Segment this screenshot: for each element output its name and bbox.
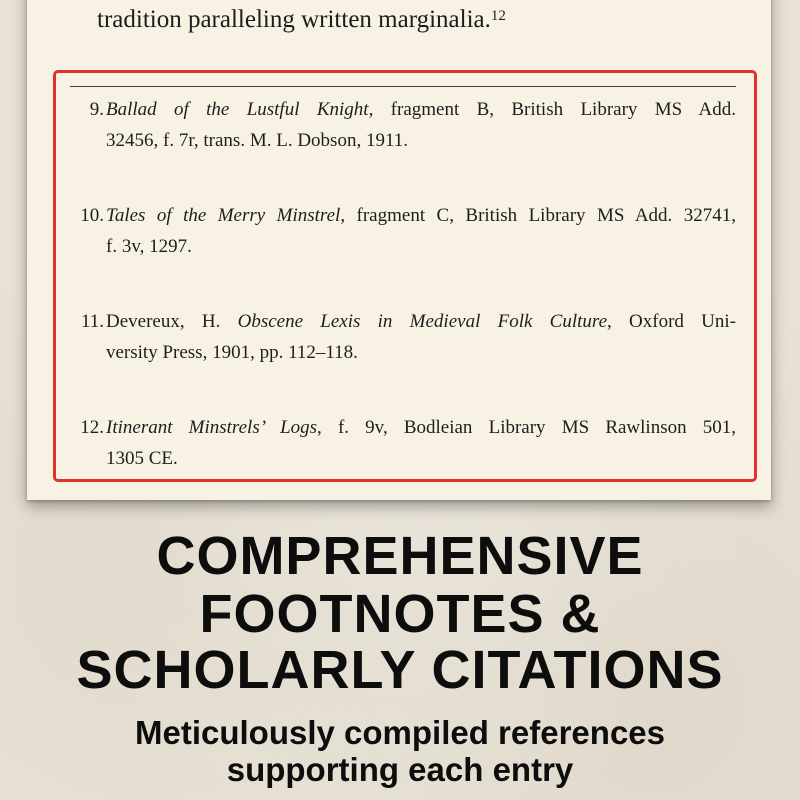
footnote-reference: 12 — [490, 8, 506, 24]
footnote-number: 10. — [80, 205, 104, 226]
footnote-text: , Oxford Uni- — [607, 311, 737, 332]
footnote-title: Tales of the Merry Minstrel — [106, 205, 341, 226]
footnote-number: 9. — [89, 99, 104, 120]
footnote-title: Itinerant Minstrels’ Logs — [106, 417, 318, 438]
footnotes-highlight-frame — [53, 70, 757, 482]
footnote-line: 1305 CE. — [106, 448, 178, 469]
footnote-text: , fragment B, British Library MS Add. — [368, 99, 736, 120]
footnote-title: Obscene Lexis in Medieval Folk Culture — [237, 311, 608, 332]
headline-line: SCHOLARLY CITATIONS — [76, 640, 724, 700]
body-text-line — [97, 4, 777, 35]
headline-line: FOOTNOTES & — [199, 584, 601, 644]
footnote-text: , f. 9v, Bodleian Library MS Rawlinson 501, — [317, 417, 736, 438]
footnote-author: Devereux, H. — [106, 311, 238, 332]
subheadline-line: supporting each entry — [226, 751, 574, 788]
footnote-text: , fragment C, British Library MS Add. 32741, — [340, 205, 736, 226]
subheadline-line: Meticulously compiled references — [134, 714, 665, 751]
body-text-content: tradition paralleling written marginalia. — [97, 6, 491, 33]
headline-line: COMPREHENSIVE — [156, 526, 644, 586]
footnote-line: versity Press, 1901, pp. 112–118. — [106, 342, 358, 363]
footnote-title: Ballad of the Lustful Knight — [106, 99, 369, 120]
footnote-number: 11. — [80, 311, 104, 332]
footnote-line: f. 3v, 1297. — [106, 236, 192, 257]
footnote-line: 32456, f. 7r, trans. M. L. Dobson, 1911. — [106, 130, 408, 151]
footnote-number: 12. — [80, 417, 104, 438]
